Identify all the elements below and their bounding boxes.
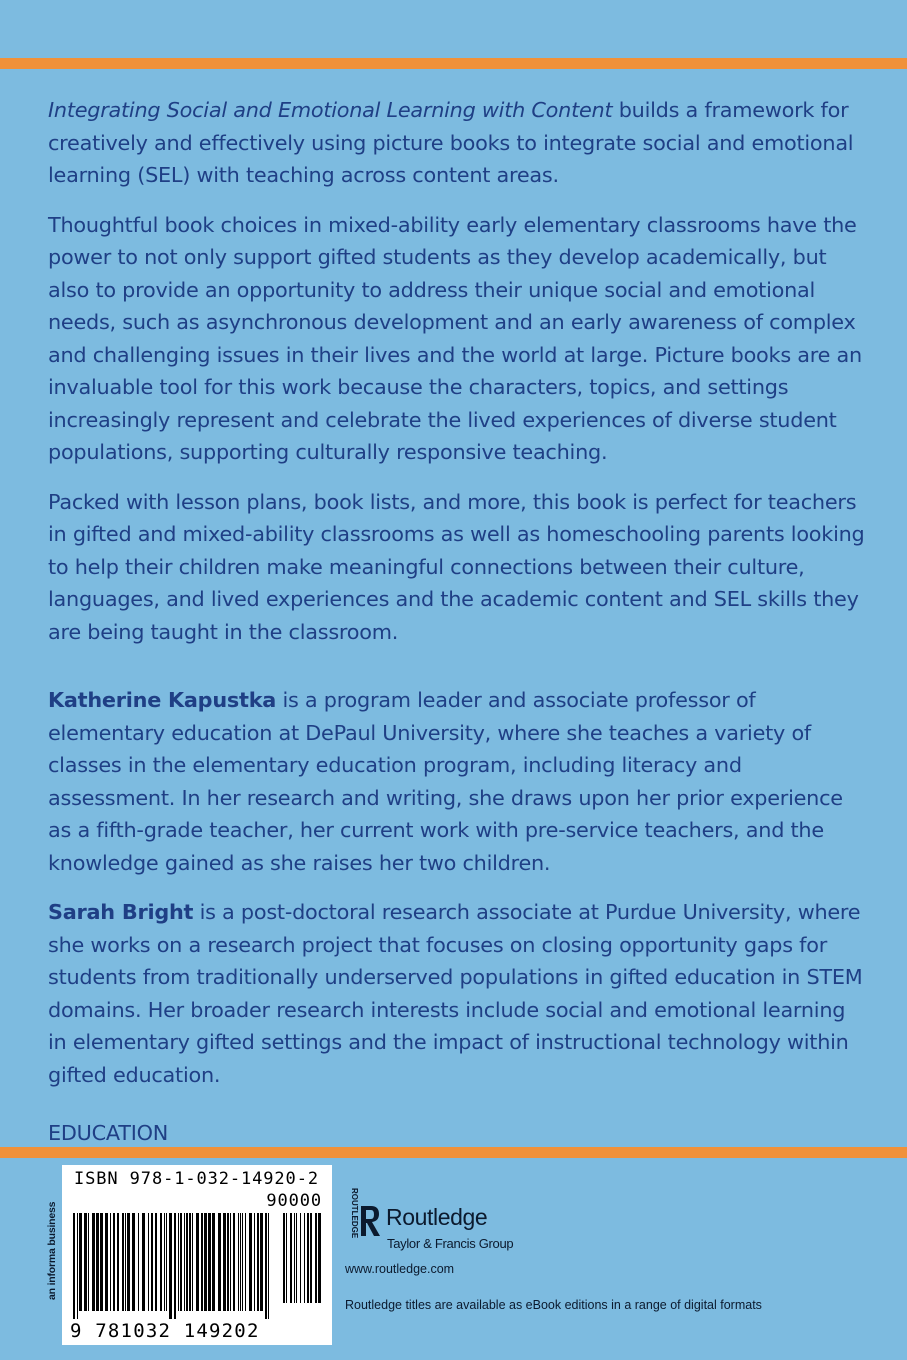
author-bio-text-2: is a post-doctoral research associate at Purdue University, where she works on a research project that focuses on closing opportunity gaps for students from traditionally underserved populations in gifted education in STEM domains. Her broader research interests include social and emotional learning in elementary gifted settings and the impact of instructional technology within gifted education. [48,900,863,1087]
barcode-bar [125,1213,126,1311]
barcode-bar [265,1213,267,1319]
publisher-url: www.routledge.com [345,1262,455,1276]
barcode-bars-main [72,1213,272,1319]
barcode-bars-addon [282,1213,324,1319]
barcode-bar [315,1213,317,1303]
author-name-1: Katherine Kapustka [48,688,277,712]
barcode-bar [260,1213,263,1311]
author-name-2: Sarah Bright [48,900,194,924]
barcode-bar [155,1213,157,1311]
barcode-bar [174,1213,176,1319]
barcode-bar [166,1213,167,1311]
svg-text:ROUTLEDGE: ROUTLEDGE [350,1188,359,1239]
barcode-bar [151,1213,153,1311]
barcode-bar [249,1213,252,1311]
barcode-bar [184,1213,185,1311]
barcode-bar [242,1213,243,1311]
barcode-bar [238,1213,239,1311]
barcode-bar [212,1213,215,1311]
barcode-bar [186,1213,188,1311]
barcode-bar [245,1213,246,1311]
barcode-bar [142,1213,145,1311]
barcode-bar [286,1213,287,1303]
barcode-bar [208,1213,211,1311]
isbn-text: ISBN 978-1-032-14920-2 [74,1169,319,1189]
author-bio-1 [48,684,868,879]
barcode-bar [113,1213,115,1311]
intro-paragraph [48,94,868,192]
barcode-bar [169,1213,172,1319]
barcode-bar [223,1213,226,1311]
barcode-bar [304,1213,305,1303]
bottom-accent-stripe [0,1147,907,1158]
barcode-bar [180,1213,182,1311]
barcode-digits: 9 781032 149202 [70,1320,260,1342]
barcode-bar [192,1213,193,1311]
barcode-bar [227,1213,229,1311]
routledge-logo-icon [345,1186,383,1242]
barcode-bar [257,1213,259,1311]
barcode-bar [230,1213,231,1311]
barcode-bar [92,1213,95,1311]
barcode-bar [110,1213,111,1311]
barcode-bar [300,1213,301,1303]
barcode-bar [160,1213,162,1311]
barcode-bar [96,1213,99,1311]
barcode-bar [127,1213,130,1311]
ebook-availability-note: Routledge titles are available as eBook editions in a range of digital formats [345,1298,762,1312]
barcode-bar [105,1213,108,1311]
barcode-bar [73,1213,75,1319]
barcode-bar [283,1213,285,1303]
barcode-bar [268,1213,269,1319]
informa-business-label: an informa business [46,1201,58,1300]
subject-category: EDUCATION [48,1121,169,1145]
barcode-bar [164,1213,165,1311]
publisher-name: Routledge [386,1204,488,1230]
intro-text: builds a framework for creatively and effectively using picture books to integrate social and emotional learning (SEL) with teaching across content areas. [48,98,854,187]
book-title: Integrating Social and Emotional Learning with Content [48,98,613,122]
barcode-bar [290,1213,292,1303]
barcode-bar [294,1213,295,1303]
price-addon-code: 90000 [266,1191,322,1211]
barcode-bar [88,1213,89,1311]
isbn-barcode [62,1165,332,1345]
barcode-bar [189,1213,191,1311]
barcode-bar [148,1213,149,1311]
barcode-bar [254,1213,255,1311]
barcode-bar [240,1213,241,1311]
description-paragraph-3: Packed with lesson plans, book lists, and more, this book is perfect for teachers in gifted and mixed-ability classrooms as well as homeschooling parents looking to help their children make meaningful connections between their culture, languages, and lived experiences and the academic content and SEL skills they are being taught in the classroom. [48,489,865,644]
barcode-bar [296,1213,297,1303]
barcode-bar [77,1213,78,1319]
barcode-bar [138,1213,139,1311]
barcode-bar [307,1213,309,1303]
author-bio-text-1: is a program leader and associate professor of elementary education at DePaul University, where she teaches a variety of classes in the elementary education program, including literacy and assessment. In her research and writing, she draws upon her prior experience as a fifth-grade teacher, her current work with pre-service teachers, and the knowledge gained as she raises her two children. [48,688,843,875]
barcode-bar [84,1213,87,1311]
barcode-bar [201,1213,203,1311]
barcode-bar [132,1213,135,1311]
top-accent-stripe [0,58,907,69]
barcode-bar [100,1213,103,1311]
barcode-bar [204,1213,207,1311]
back-cover-text [48,94,868,1167]
description-paragraph-2: Thoughtful book choices in mixed-ability early elementary classrooms have the power to not only support gifted students as they develop academically, but also to provide an opportunity to address their unique social and emotional needs, such as asynchronous development and an early awareness of complex and challenging issues in their lives and the world at large. Picture books are an invaluable tool for this work because the characters, topics, and settings increasingly represent and celebrate the lived experiences of diverse student populations, supporting culturally responsive teaching. [48,212,862,464]
barcode-bar [318,1213,321,1303]
barcode-bar [233,1213,235,1311]
barcode-bar [196,1213,199,1311]
barcode-bar [310,1213,312,1303]
barcode-bar [178,1213,179,1311]
barcode-bar [218,1213,221,1311]
barcode-bar [122,1213,124,1311]
barcode-bar [117,1213,119,1311]
barcode-bar [79,1213,82,1311]
author-bio-2 [48,896,868,1091]
publisher-group: Taylor & Francis Group [387,1236,514,1251]
